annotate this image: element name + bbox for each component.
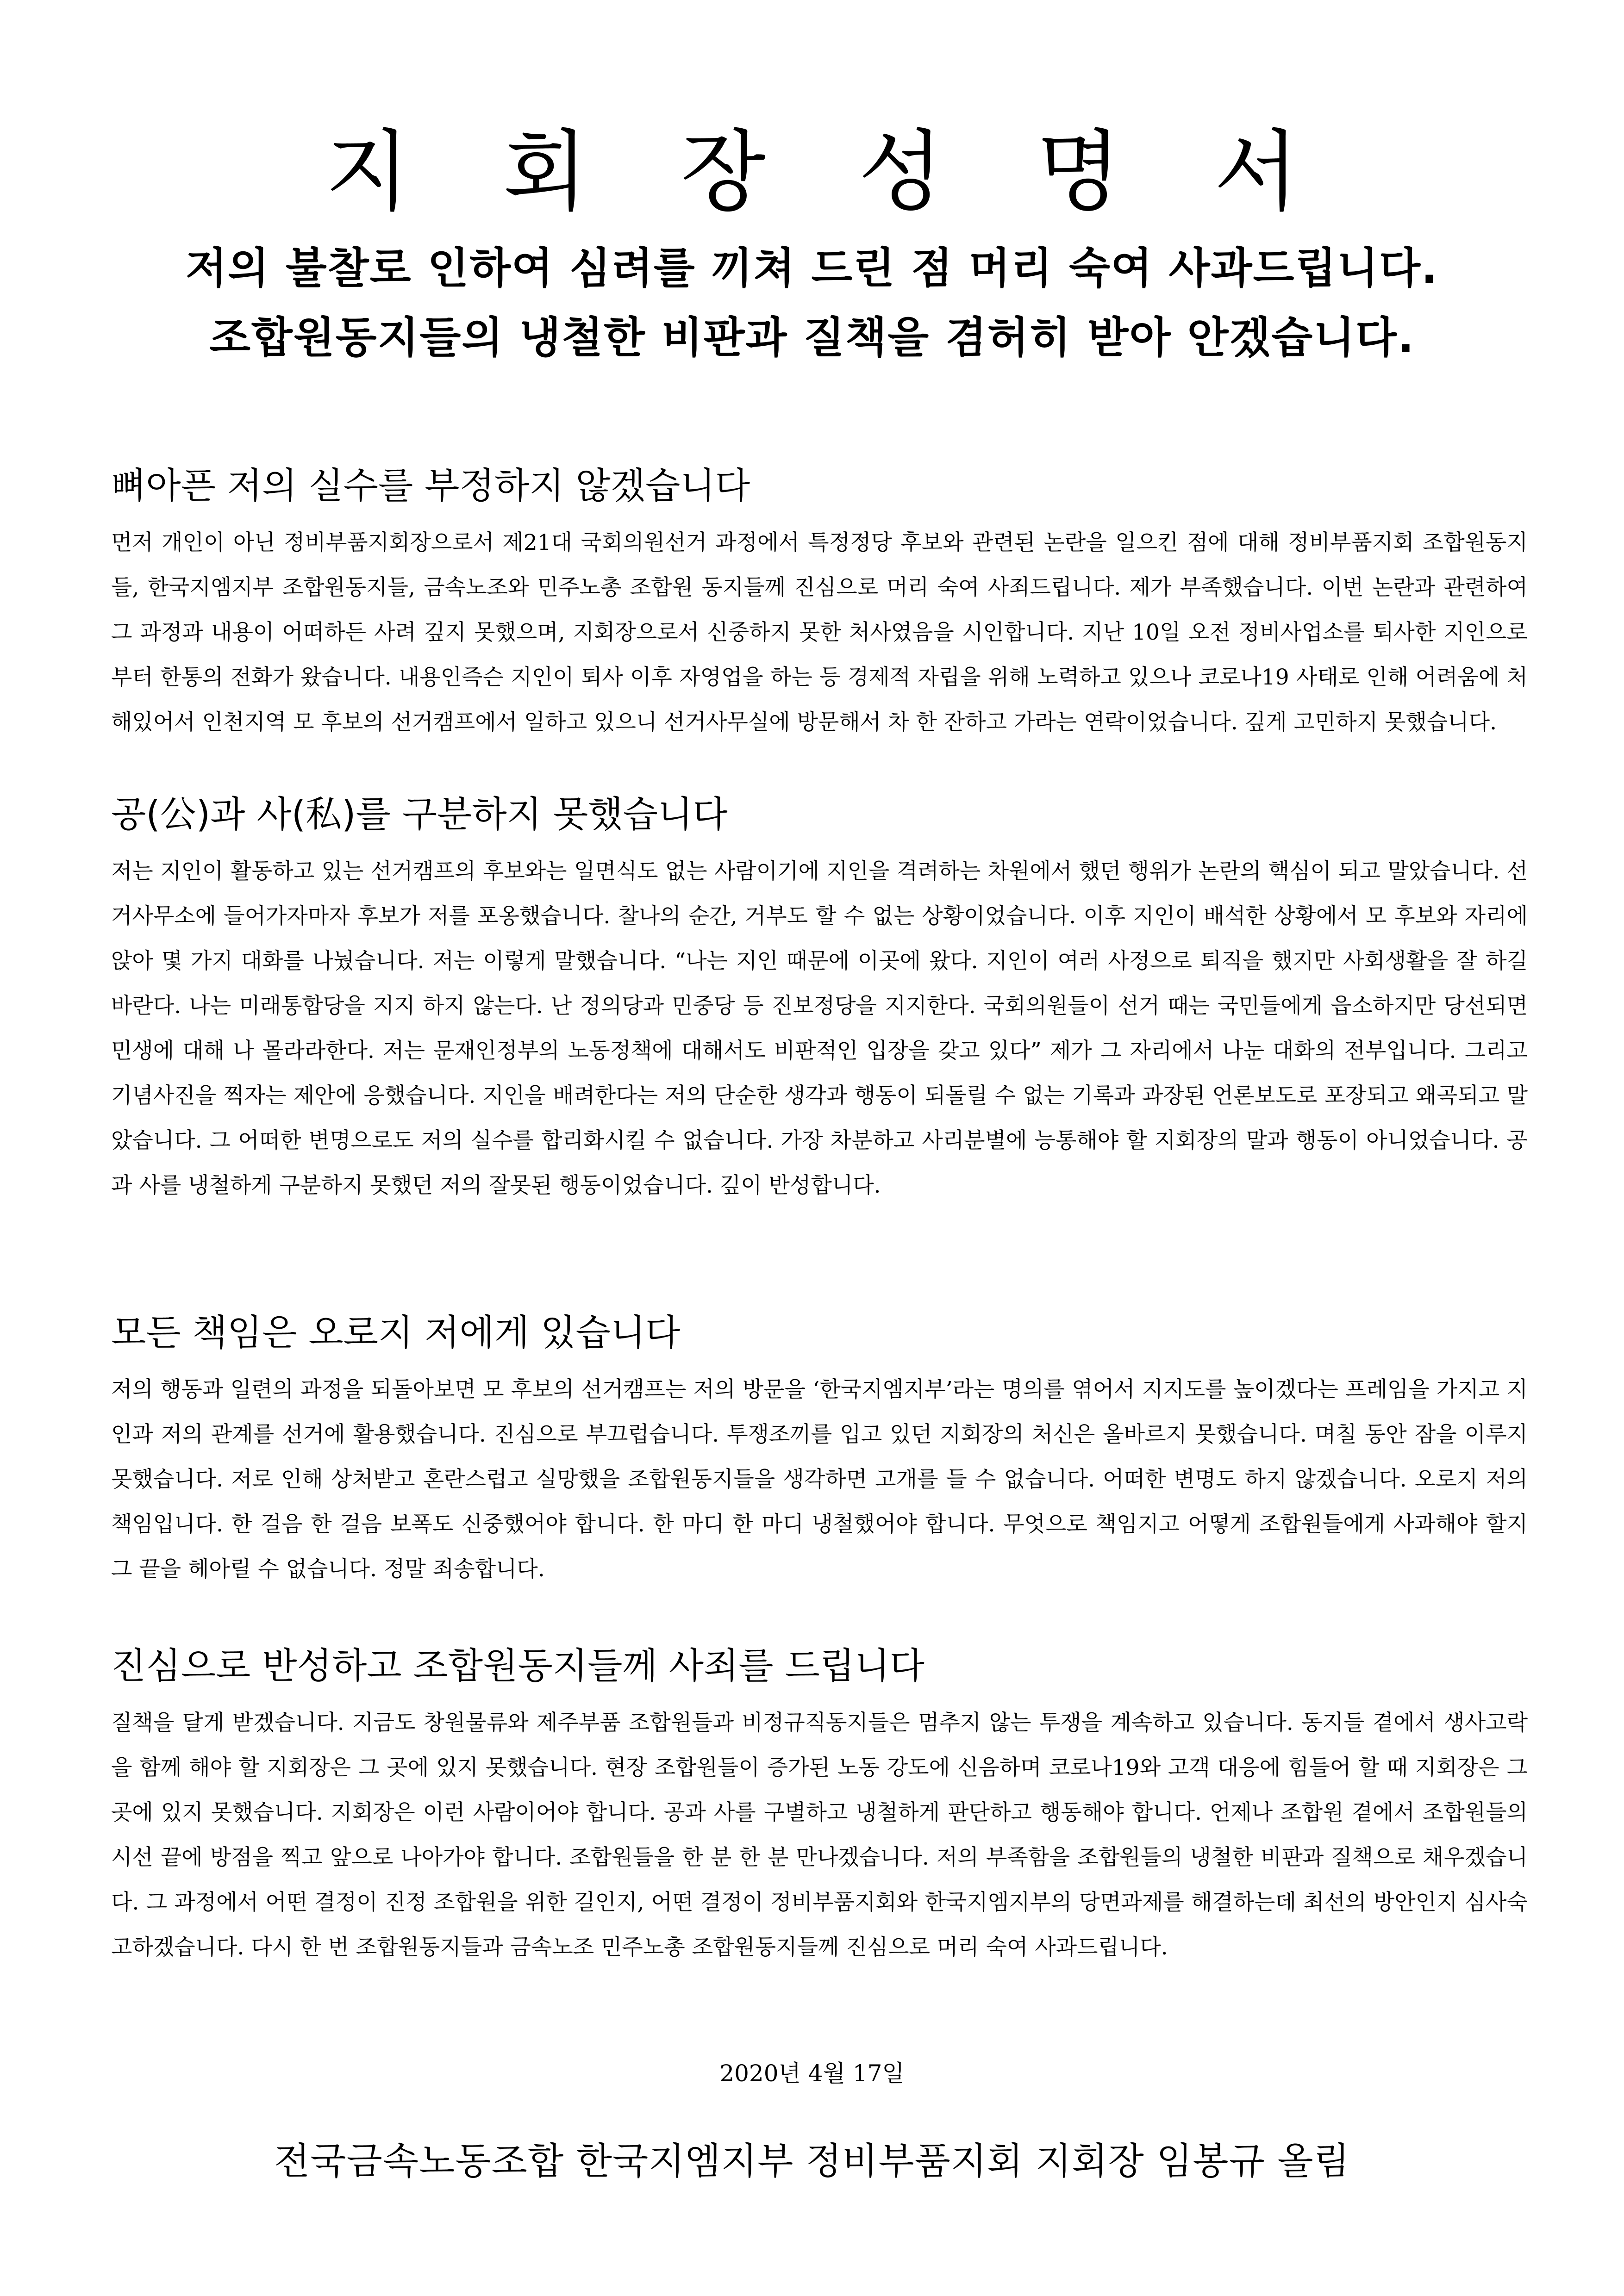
section-heading: 진심으로 반성하고 조합원동지들께 사죄를 드립니다: [111, 1645, 924, 1687]
statement-date: 2020년 4월 17일: [719, 2060, 905, 2087]
signature-line: 전국금속노동조합 한국지엠지부 정비부품지회 지회장 임봉규 올림: [274, 2140, 1350, 2183]
section-body: 먼저 개인이 아닌 정비부품지회장으로서 제21대 국회의원선거 과정에서 특정정당 후보와 관련된 논란을 일으킨 점에 대해 정비부품지회 조합원동지들, 한국지엠지부 조합원동지들, 금속노조와 민주노총 조합원 동지들께 진심으로 머리 숙여 사죄드립니다. 제가 부족했습니다. 이번 논란과 관련하여 그 과정과 내용이 어떠하든 사려 깊지 못했으며, 지회장으로서 신중하지 못한 처사였음을 시인합니다. 지난 10일 오전 정비사업소를 퇴사한 지인으로부터 한통의 전화가 왔습니다. 내용인즉슨 지인이 퇴사 이후 자영업을 하는 등 경제적 자립을 위해 노력하고 있으나 코로나19 사태로 인해 어려움에 처해있어서 인천지역 모 후보의 선거캠프에서 일하고 있으니 선거사무실에 방문해서 차 한 잔하고 가라는 연락이었습니다. 깊게 고민하지 못했습니다.: [111, 530, 1528, 735]
section-4: [111, 1638, 1528, 1970]
subtitle-line-2: 조합원동지들의 냉철한 비판과 질책을 겸허히 받아 안겠습니다.: [209, 313, 1415, 362]
section-body: 저의 행동과 일련의 과정을 되돌아보면 모 후보의 선거캠프는 저의 방문을 ‘한국지엠지부’라는 명의를 엮어서 지지도를 높이겠다는 프레임을 가지고 지인과 저의 관계를 선거에 활용했습니다. 진심으로 부끄럽습니다. 투쟁조끼를 입고 있던 지회장의 처신은 올바르지 못했습니다. 며칠 동안 잠을 이루지 못했습니다. 저로 인해 상처받고 혼란스럽고 실망했을 조합원동지들을 생각하면 고개를 들 수 없습니다. 어떠한 변명도 하지 않겠습니다. 오로지 저의 책임입니다. 한 걸음 한 걸음 보폭도 신중했어야 합니다. 한 마디 한 마디 냉철했어야 합니다. 무엇으로 책임지고 어떻게 조합원들에게 사과해야 할지 그 끝을 헤아릴 수 없습니다. 정말 죄송합니다.: [111, 1377, 1528, 1582]
section-heading: 모든 책임은 오로지 저에게 있습니다: [111, 1312, 681, 1354]
section-2: [111, 787, 1528, 1208]
section-1: [111, 458, 1528, 745]
section-heading: 공(公)과 사(私)를 구분하지 못했습니다: [111, 794, 728, 835]
section-heading: 뼈아픈 저의 실수를 부정하지 않겠습니다: [111, 465, 750, 507]
subtitle-line-1: 저의 불찰로 인하여 심려를 끼쳐 드린 점 머리 숙여 사과드립니다.: [186, 243, 1438, 293]
section-body: 저는 지인이 활동하고 있는 선거캠프의 후보와는 일면식도 없는 사람이기에 지인을 격려하는 차원에서 했던 행위가 논란의 핵심이 되고 말았습니다. 선거사무소에 들어가자마자 후보가 저를 포옹했습니다. 찰나의 순간, 거부도 할 수 없는 상황이었습니다. 이후 지인이 배석한 상황에서 모 후보와 자리에 앉아 몇 가지 대화를 나눴습니다. 저는 이렇게 말했습니다. “나는 지인 때문에 이곳에 왔다. 지인이 여러 사정으로 퇴직을 했지만 사회생활을 잘 하길 바란다. 나는 미래통합당을 지지 하지 않는다. 난 정의당과 민중당 등 진보정당을 지지한다. 국회의원들이 선거 때는 국민들에게 읍소하지만 당선되면 민생에 대해 나 몰라라한다. 저는 문재인정부의 노동정책에 대해서도 비판적인 입장을 갖고 있다” 제가 그 자리에서 나눈 대화의 전부입니다. 그리고 기념사진을 찍자는 제안에 응했습니다. 지인을 배려한다는 저의 단순한 생각과 행동이 되돌릴 수 없는 기록과 과장된 언론보도로 포장되고 왜곡되고 말았습니다. 그 어떠한 변명으로도 저의 실수를 합리화시킬 수 없습니다. 가장 차분하고 사리분별에 능통해야 할 지회장의 말과 행동이 아니었습니다. 공과 사를 냉철하게 구분하지 못했던 저의 잘못된 행동이었습니다. 깊이 반성합니다.: [111, 859, 1528, 1198]
section-body: 질책을 달게 받겠습니다. 지금도 창원물류와 제주부품 조합원들과 비정규직동지들은 멈추지 않는 투쟁을 계속하고 있습니다. 동지들 곁에서 생사고락을 함께 해야 할 지회장은 그 곳에 있지 못했습니다. 현장 조합원들이 증가된 노동 강도에 신음하며 코로나19와 고객 대응에 힘들어 할 때 지회장은 그 곳에 있지 못했습니다. 지회장은 이런 사람이어야 합니다. 공과 사를 구별하고 냉철하게 판단하고 행동해야 합니다. 언제나 조합원 곁에서 조합원들의 시선 끝에 방점을 찍고 앞으로 나아가야 합니다. 조합원들을 한 분 한 분 만나겠습니다. 저의 부족함을 조합원들의 냉철한 비판과 질책으로 채우겠습니다. 그 과정에서 어떤 결정이 진정 조합원을 위한 길인지, 어떤 결정이 정비부품지회와 한국지엠지부의 당면과제를 해결하는데 최선의 방안인지 심사숙고하겠습니다. 다시 한 번 조합원동지들과 금속노조 민주노총 조합원동지들께 진심으로 머리 숙여 사과드립니다.: [111, 1710, 1528, 1960]
section-3: [111, 1305, 1528, 1592]
document-title: 지 회 장 성 명 서: [325, 121, 1331, 224]
